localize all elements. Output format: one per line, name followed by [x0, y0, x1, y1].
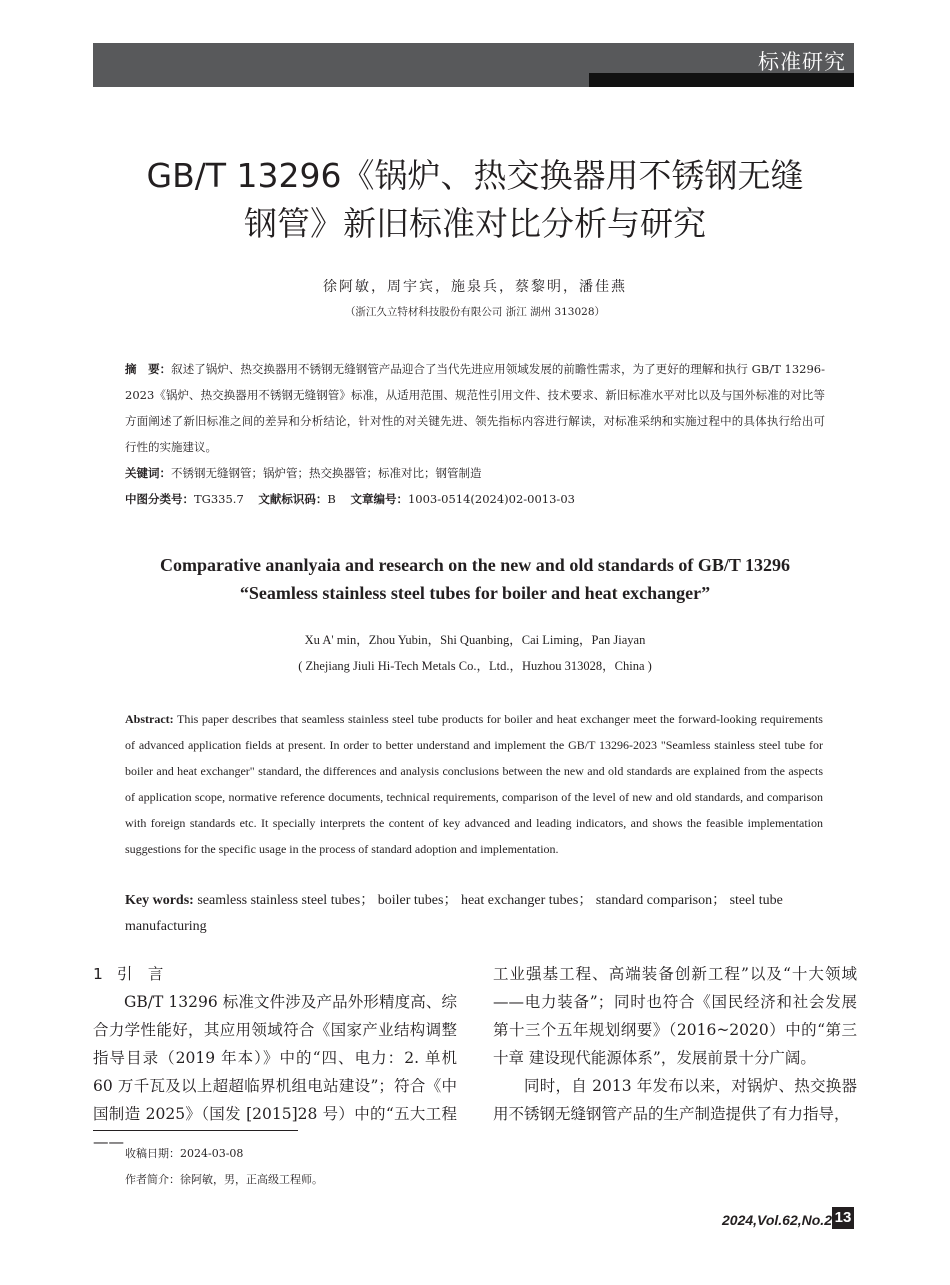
authors-en: Xu A' min，Zhou Yubin，Shi Quanbing，Cai Liming，Pan Jiayan — [304, 633, 646, 647]
section-title: 引 言 — [116, 965, 164, 983]
keywords-cn — [125, 460, 825, 486]
body-column-right — [493, 960, 857, 1128]
article-no-value: 1003-0514(2024)02-0013-03 — [407, 492, 575, 506]
abstract-en-label: Abstract: — [125, 712, 174, 726]
affiliation-cn: （浙江久立特材科技股份有限公司 浙江 湖州 313028） — [344, 306, 606, 318]
body-paragraph: 同时，自 2013 年发布以来，对锅炉、热交换器用不锈钢无缝钢管产品的生产制造提供了有力指导， — [493, 1077, 857, 1123]
authors-cn: 徐阿敏，周宇宾，施泉兵，蔡黎明，潘佳燕 — [323, 279, 627, 295]
keywords-cn-text: 不锈钢无缝钢管；锅炉管；热交换器管；标准对比；钢管制造 — [171, 466, 482, 480]
keywords-en — [125, 888, 823, 940]
abstract-block-cn — [125, 356, 825, 512]
page-number: 13 — [832, 1207, 854, 1229]
abstract-en-text: This paper describes that seamless stainless steel tube products for boiler and heat exchanger meet the forward-looking requirements of advanced application fields at present. In order to better understand and implement the GB/T 13296-2023 "Seamless stainless steel tube for boiler and heat exchanger" standard, the differences and analysis conclusions between the new and old standards are explained from the aspects of application scope, normative reference documents, technical requirements, comparison of the level of new and old standards, and comparison with foreign standards etc. It specially interprets the content of key advanced and leading indicators, and shows the feasible implementation suggestions for the specific usage in the process of standard adoption and implementation. — [125, 712, 823, 856]
article-no-label: 文章编号： — [350, 492, 408, 506]
section-number: 1 — [93, 965, 103, 983]
footnote-author-bio: 作者简介：徐阿敏，男，正高级工程师。 — [125, 1173, 323, 1186]
keywords-en-label: Key words: — [125, 893, 194, 908]
footnote-received-date: 收稿日期：2024-03-08 — [125, 1147, 244, 1160]
classification-line — [125, 486, 825, 512]
abstract-cn-label: 摘 要： — [125, 362, 172, 376]
abstract-en — [125, 706, 823, 862]
english-title-line2: “Seamless stainless steel tubes for boiler and heat exchanger” — [239, 583, 711, 603]
section-label: 标准研究 — [758, 50, 846, 74]
issue-info: 2024,Vol.62,No.2 — [722, 1212, 832, 1228]
doc-code-value: B — [327, 492, 336, 506]
clc-label: 中图分类号： — [125, 492, 194, 506]
article-title-line1: GB/T 13296《锅炉、热交换器用不锈钢无缝 — [146, 156, 804, 195]
article-title-line2: 钢管》新旧标准对比分析与研究 — [244, 204, 706, 243]
article-title — [60, 152, 890, 248]
body-paragraph: GB/T 13296 标准文件涉及产品外形精度高、综合力学性能好，其应用领域符合《国家产业结构调整指导目录（2019 年本）》中的“四、电力：2. 单机 60 万千瓦及以上超超临界机组电站建设”；符合《中国制造 2025》（国发 [2015]28 号）中的“五大工程—— — [93, 993, 457, 1151]
keywords-cn-label: 关键词： — [125, 466, 171, 480]
body-column-left — [93, 960, 457, 1156]
doc-code-label: 文献标识码： — [258, 492, 328, 506]
clc-value: TG335.7 — [194, 492, 244, 506]
english-title — [60, 551, 890, 607]
affiliation-en: ( Zhejiang Jiuli Hi-Tech Metals Co.，Ltd.，Huzhou 313028，China ) — [298, 659, 652, 673]
section-heading — [93, 960, 457, 988]
body-paragraph: 工业强基工程、高端装备创新工程”以及“十大领域——电力装备”；同时也符合《国民经济和社会发展第十三个五年规划纲要》（2016~2020）中的“第三十章 建设现代能源体系”，发展前景十分广阔。 — [493, 965, 857, 1067]
footnote-divider — [93, 1130, 298, 1131]
abstract-cn-text: 叙述了锅炉、热交换器用不锈钢无缝钢管产品迎合了当代先进应用领域发展的前瞻性需求，为了更好的理解和执行 GB/T 13296-2023《锅炉、热交换器用不锈钢无缝钢管》标准，从适用范围、规范性引用文件、技术要求、新旧标准水平对比以及与国外标准的对比等方面阐述了新旧标准之间的差异和分析结论，针对性的对关键先进、领先指标内容进行解读，对标准采纳和实施过程中的具体执行给出可行性的实施建议。 — [125, 362, 825, 454]
keywords-en-text: seamless stainless steel tubes； boiler tubes； heat exchanger tubes； standard comparison； steel tube manufacturing — [125, 893, 783, 934]
english-title-line1: Comparative ananlyaia and research on the new and old standards of GB/T 13296 — [159, 555, 791, 575]
abstract-cn — [125, 356, 825, 460]
